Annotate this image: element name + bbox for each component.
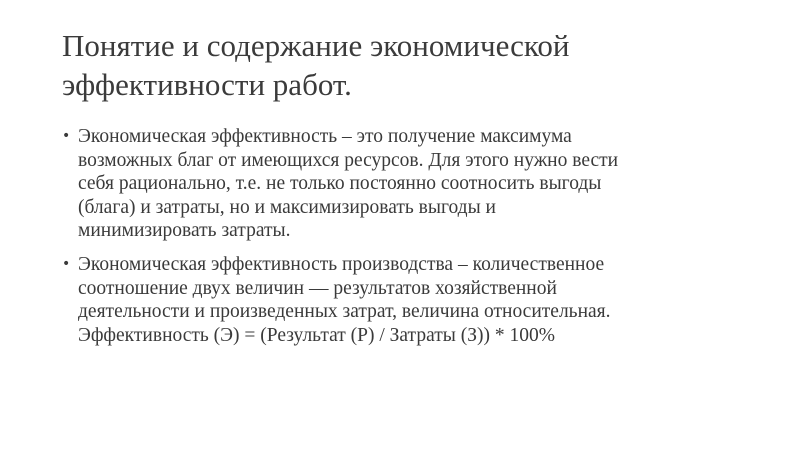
bullet-dot-icon: • (62, 128, 71, 144)
bullet-item-efficiency-definition (62, 125, 740, 243)
bullet-text-line: возможных благ от имеющихся ресурсов. Для этого нужно вести (78, 149, 619, 171)
bullet-text-line: деятельности и произведенных затрат, величина относительная. (78, 301, 611, 323)
bullet-formula-line: Эффективность (Э) = (Результат (Р) / Затраты (З)) * 100% (78, 324, 555, 346)
bullet-text-line: Экономическая эффективность – это получение максимума (78, 126, 572, 147)
bullet-text-line: Экономическая эффективность производства – количественное (78, 253, 605, 275)
bullet-list (62, 125, 740, 347)
slide-title (62, 26, 740, 104)
bullet-dot-icon: • (62, 255, 71, 272)
bullet-text-line: соотношение двух величин — результатов хозяйственной (78, 277, 557, 299)
slide-title-line: Понятие и содержание экономической (62, 28, 570, 63)
bullet-text-line: (блага) и затраты, но и максимизировать выгоды и (78, 196, 496, 218)
bullet-text-line: себя рационально, т.е. не только постоянно соотносить выгоды (78, 173, 602, 195)
bullet-text-line: минимизировать затраты. (78, 220, 291, 242)
slide-title-line: эффективности работ. (62, 67, 352, 102)
bullet-item-production-efficiency (62, 253, 740, 347)
